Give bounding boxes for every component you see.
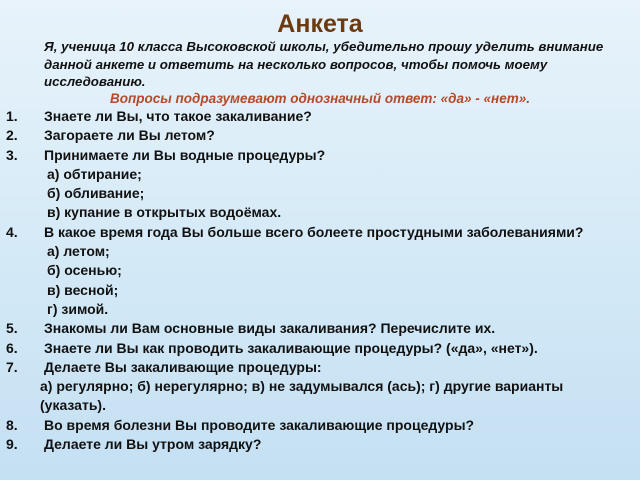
answer-option: а) летом; (47, 243, 110, 260)
question-text: Делаете Вы закаливающие процедуры: (44, 358, 322, 375)
question-number: 8. (6, 416, 18, 433)
question-text: Загораете ли Вы летом? (44, 127, 215, 144)
question-text: В какое время года Вы больше всего болеете простудными заболеваниями? (44, 223, 584, 240)
answer-options-inline: а) регулярно; б) нерегулярно; в) не задумывался (ась); г) другие варианты (указать). (40, 378, 564, 414)
question-number: 5. (6, 320, 18, 337)
question-text: Принимаете ли Вы водные процедуры? (44, 146, 326, 163)
answer-option: а) обтирание; (47, 165, 142, 182)
question-1 (0, 107, 640, 126)
question-4 (0, 223, 604, 242)
question-3 (0, 146, 640, 165)
question-number: 3. (6, 146, 18, 163)
answer-format-note: Вопросы подразумевают однозначный ответ: «да» - «нет». (110, 91, 530, 106)
question-text: Знаете ли Вы, что такое закаливание? (44, 108, 312, 124)
question-number: 4. (6, 223, 18, 240)
question-6 (0, 339, 640, 358)
answer-option: б) обливание; (47, 185, 145, 202)
question-text: Знаете ли Вы как проводить закаливающие процедуры? («да», «нет»). (44, 339, 538, 356)
slide-title: Анкета (277, 10, 363, 38)
question-number: 1. (6, 108, 18, 124)
question-number: 9. (6, 436, 18, 453)
question-list (0, 107, 640, 454)
question-number: 7. (6, 358, 18, 375)
intro-text: Я, ученица 10 класса Высоковской школы, убедительно прошу уделить внимание данной анкете и ответить на несколько вопросов, чтобы помочь моему исследованию. (44, 39, 604, 89)
question-8 (0, 416, 640, 435)
answer-option: б) осенью; (47, 262, 122, 279)
answer-option: в) купание в открытых водоёмах. (47, 204, 282, 221)
question-text: Знакомы ли Вам основные виды закаливания? Перечислите их. (44, 320, 496, 337)
question-2 (0, 126, 640, 145)
question-text: Делаете ли Вы утром зарядку? (44, 436, 262, 453)
question-number: 6. (6, 339, 18, 356)
question-9 (0, 435, 640, 454)
question-text: Во время болезни Вы проводите закаливающие процедуры? (44, 416, 475, 433)
answer-option: г) зимой. (47, 300, 109, 317)
question-7 (0, 358, 640, 377)
question-5 (0, 319, 640, 338)
answer-option: в) весной; (47, 281, 119, 298)
question-number: 2. (6, 127, 18, 144)
